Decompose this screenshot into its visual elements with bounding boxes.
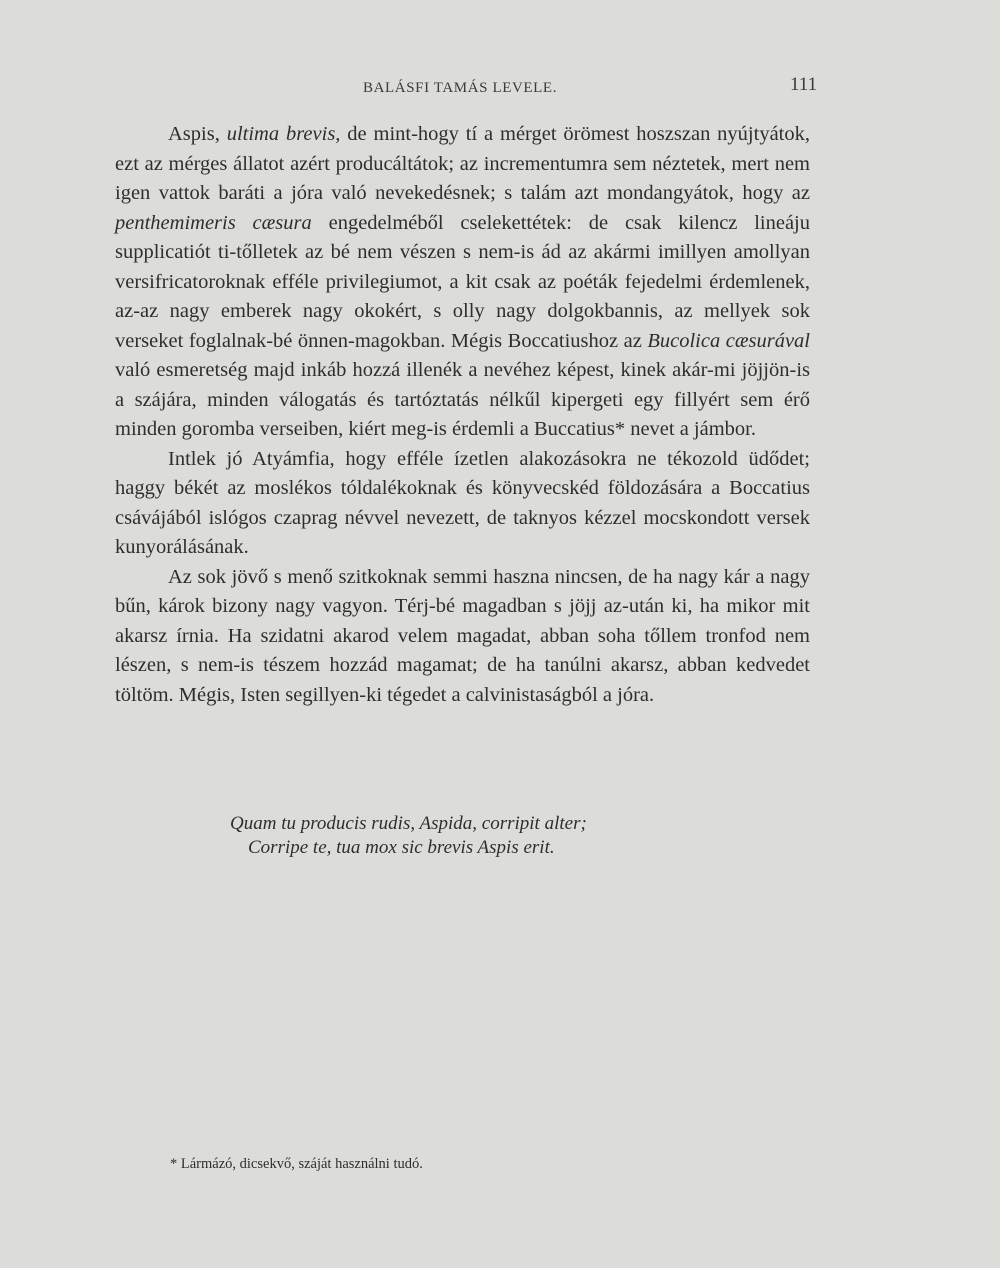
page-number: 111 (790, 74, 818, 95)
running-title: BALÁSFI TAMÁS LEVELE. (363, 80, 558, 96)
body-text (115, 120, 810, 710)
paragraph-text: de mint-hogy tí a mérget örömest hoszszan nyújtyátok, ezt az mérges állatot azért producáltátok; az incrementumra sem néztetek, mert nem igen vattok baráti a jóra való nevekedésnek; s talám azt mondangyátok, hogy az (115, 123, 810, 204)
verse-line: Corripe te, tua mox sic brevis Aspis erit. (248, 837, 555, 858)
paragraph (115, 120, 810, 445)
italic-phrase: penthemimeris cæsura (115, 211, 312, 234)
paragraph-text: való esmeretség majd inkáb hozzá illenék a nevéhez képest, kinek akár-mi jöjjön-is a szájára, minden válogatás és tartóztatás nélkűl kipergeti egy fillyért sem érő minden goromba verseiben, kiért meg-is érdemli a Buccatius* nevet a jámbor. (115, 359, 810, 440)
verse-line: Quam tu producis rudis, Aspida, corripit alter; (230, 813, 587, 834)
paragraph-text: Aspis, (168, 123, 227, 145)
footnote: * Lármázó, dicsekvő, száját használni tudó. (170, 1156, 423, 1172)
paragraph-text: Intlek jó Atyámfia, hogy efféle ízetlen alakozásokra ne tékozold üdődet; haggy békét az moslékos tóldalékoknak és könyvecskéd földozására a Boccatius csávájából islógos czaprag névvel nevezett, de taknyos kézzel mocskondott versek kunyorálásának. (115, 447, 810, 558)
paragraph-text: engedelméből cselekettétek: de csak kilencz lineáju supplicatiót ti-tőlletek az bé nem vészen s nem-is ád az akármi imillyen amollyan versifricatoroknak efféle privilegiumot, a kit csak az poéták fejedelmi érdemlenek, az-az nagy emberek nagy okokért, s olly nagy dolgokbannis, az mellyek sok verseket foglalnak-bé önnen-magokban. Mégis Boccatiushoz az (115, 211, 810, 352)
paragraph-text: Az sok jövő s menő szitkoknak semmi haszna nincsen, de ha nagy kár a nagy bűn, károk bizony nagy vagyon. Térj-bé magadban s jöjj az-után ki, ha mikor mit akarsz írnia. Ha szidatni akarod velem magadat, abban soha tőllem tronfod nem lészen, s nem-is tészem hozzád magamat; de ha tanúlni akarsz, abban kedvedet töltöm. Mégis, Isten segillyen-ki tégedet a calvinistaságból a jóra. (115, 565, 810, 706)
italic-phrase: ultima brevis, (226, 123, 341, 145)
latin-verse (230, 812, 710, 860)
italic-phrase: Bucolica cæsurával (647, 329, 810, 352)
paragraph (115, 445, 810, 563)
paragraph (115, 563, 810, 711)
